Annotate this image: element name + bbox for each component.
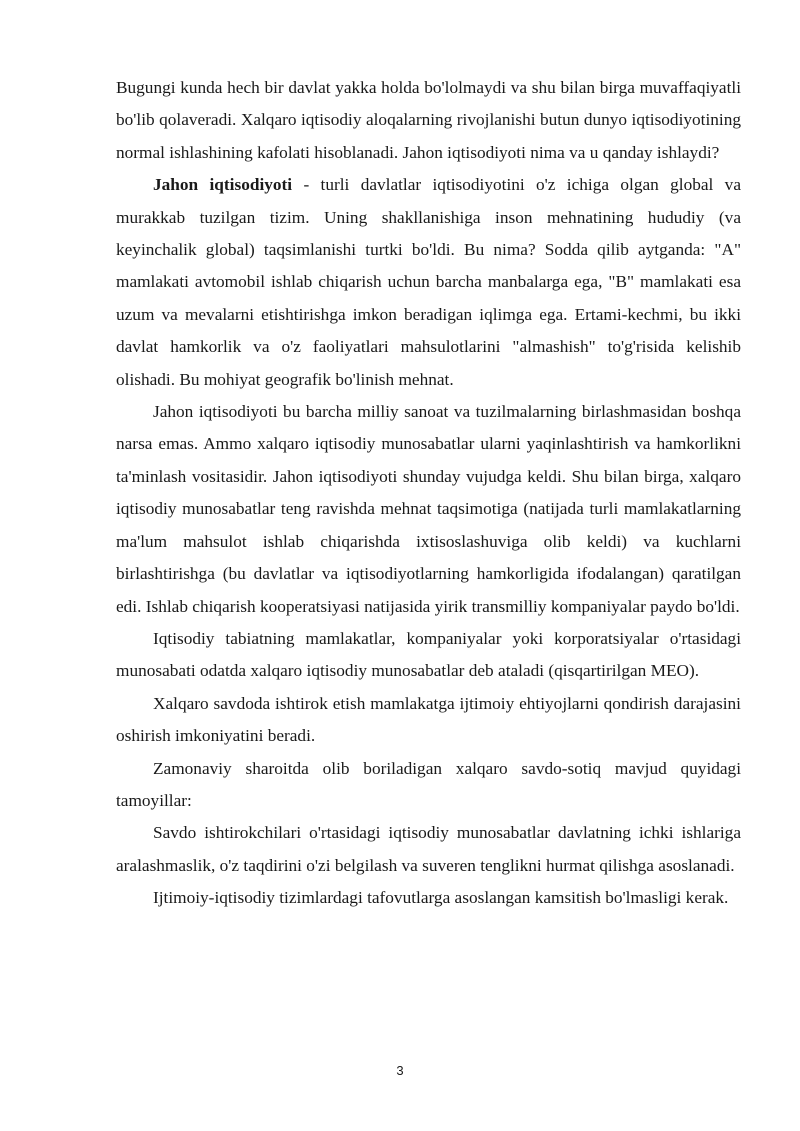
paragraph-principle-nondiscrimination: Ijtimoiy-iqtisodiy tizimlardagi tafovutlarga asoslangan kamsitish bo'lmasligi kerak. bbox=[153, 888, 729, 908]
term-jahon-iqtisodiyoti: Jahon iqtisodiyoti bbox=[153, 175, 293, 195]
document-body bbox=[116, 72, 741, 915]
paragraph-principles-intro: Zamonaviy sharoitda olib boriladigan xalqaro savdo-sotiq mavjud quyidagi tamoyillar: bbox=[116, 758, 741, 810]
paragraph-intro: Bugungi kunda hech bir davlat yakka holda bo'lolmaydi va shu bilan birga muvaffaqiyatli bo'lib qolaveradi. Xalqaro iqtisodiy aloqalarning rivojlanishi butun dunyo iqtisodiyotining normal ishlashining kafolati hisoblanadi. Jahon iqtisodiyoti nima va u qanday ishlaydi? bbox=[116, 78, 741, 162]
page-number: 3 bbox=[396, 1063, 404, 1078]
paragraph-world-economy: Jahon iqtisodiyoti bu barcha milliy sanoat va tuzilmalarning birlashmasidan boshqa narsa emas. Ammo xalqaro iqtisodiy munosabatlar ularni yaqinlashtirish va hamkorlikni ta'minlash vositasidir. Jahon iqtisodiyoti shunday vujudga keldi. Shu bilan birga, xalqaro iqtisodiy munosabatlar teng ravishda mehnat taqsimotiga (natijada turli mamlakatlarning ma'lum mahsulot ishlab chiqarishda ixtisoslashuviga olib keldi) va kuchlarni birlashtirishga (bu davlatlar va iqtisodiyotlarning hamkorligida ifodalangan) qaratilgan edi. Ishlab chiqarish kooperatsiyasi natijasida yirik transmilliy kompaniyalar paydo bo'ldi. bbox=[116, 402, 741, 616]
paragraph-principle-sovereignty: Savdo ishtirokchilari o'rtasidagi iqtisodiy munosabatlar davlatning ichki ishlariga aralashmaslik, o'z taqdirini o'zi belgilash va suveren tenglikni hurmat qilishga asoslanadi. bbox=[116, 823, 741, 875]
definition-text: - turli davlatlar iqtisodiyotini o'z ichiga olgan global va murakkab tuzilgan tizim. Uning shakllanishiga inson mehnatining hududiy (va keyinchalik global) taqsimlanishi turtki bo'ldi. Bu nima? Sodda qilib aytganda: "A" mamlakati avtomobil ishlab chiqarish uchun barcha manbalarga ega, "B" mamlakati esa uzum va mevalarni etishtirishga imkon beradigan iqlimga ega. Ertami-kechmi, bu ikki davlat hamkorlik va o'z faoliyatlari mahsulotlarini "almashish" to'g'risida kelishib olishadi. Bu mohiyat geografik bo'linish mehnat. bbox=[116, 175, 741, 389]
paragraph-meo: Iqtisodiy tabiatning mamlakatlar, kompaniyalar yoki korporatsiyalar o'rtasidagi munosabati odatda xalqaro iqtisodiy munosabatlar deb ataladi (qisqartirilgan MEO). bbox=[116, 628, 741, 681]
paragraph-definition bbox=[116, 169, 741, 396]
paragraph-trade-participation: Xalqaro savdoda ishtirok etish mamlakatga ijtimoiy ehtiyojlarni qondirish darajasini oshirish imkoniyatini beradi. bbox=[116, 693, 741, 746]
